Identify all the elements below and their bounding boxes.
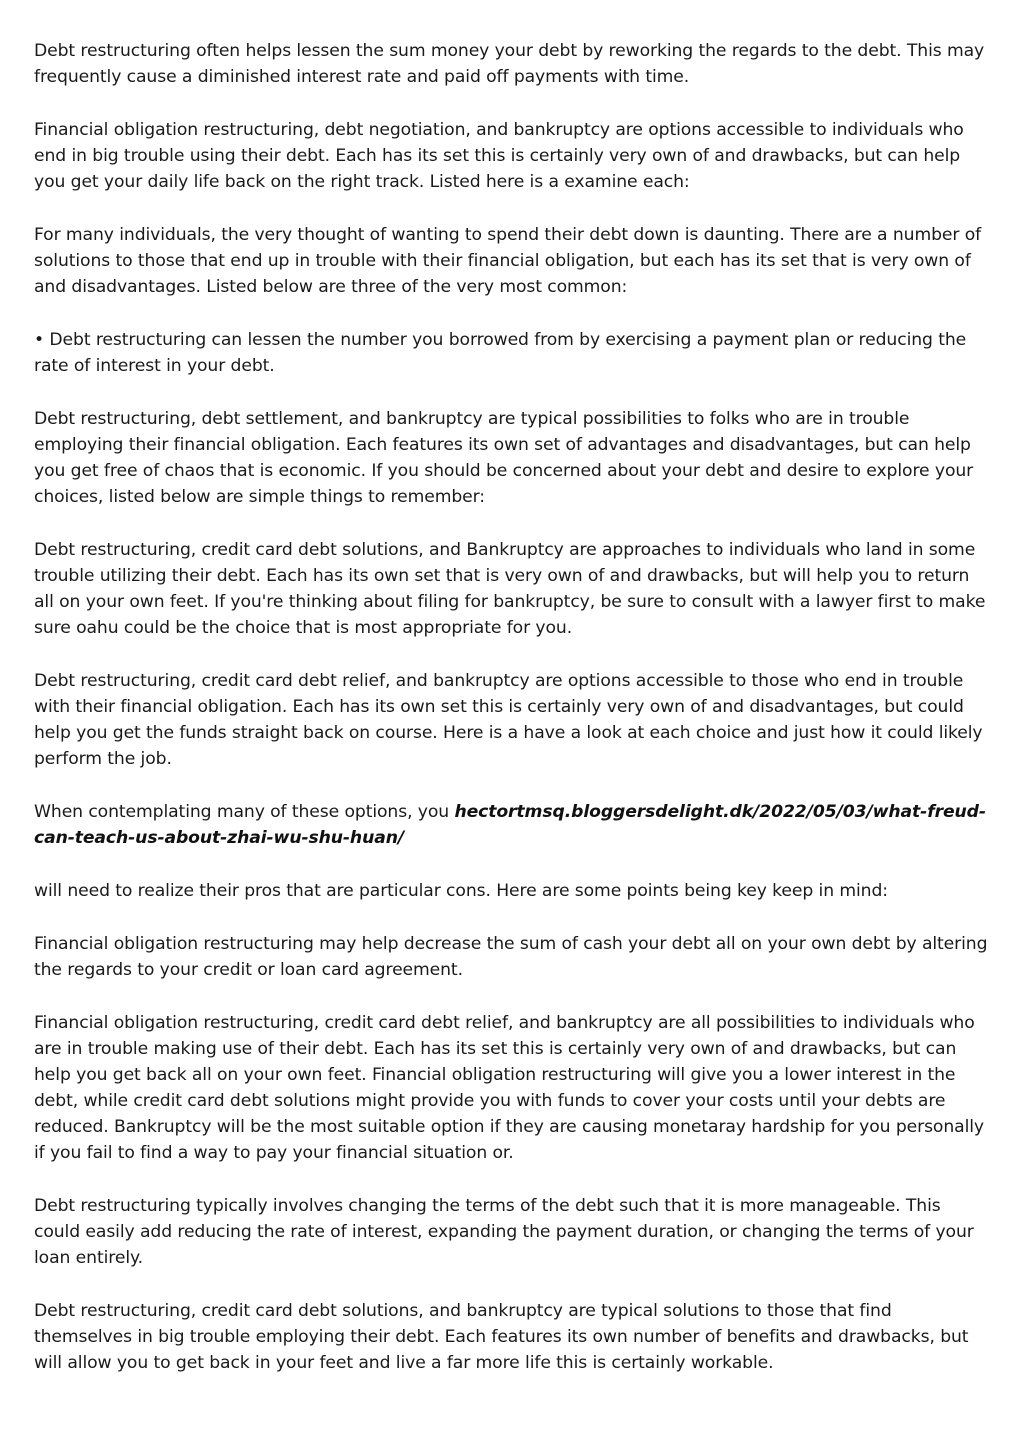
link-paragraph-prefix: When contemplating many of these options, you: [34, 802, 455, 822]
paragraph-2: Financial obligation restructuring, debt negotiation, and bankruptcy are options accessible to individuals who end in big trouble using their debt. Each has its set this is certainly very own of and drawbacks, but can help you get your daily life back on the right track. Listed here is a examine each:: [34, 120, 964, 192]
paragraph-11: Financial obligation restructuring, credit card debt relief, and bankruptcy are all possibilities to individuals who are in trouble making use of their debt. Each has its set this is certainly very own of and drawbacks, but can help you get back all on your own feet. Financial obligation restructuring will give you a lower interest in the debt, while credit card debt solutions might provide you with funds to cover your costs until your debts are reduced. Bankruptcy will be the most suitable option if they are causing monetaray hardship for you personally if you fail to find a way to pay your financial situation or.: [34, 1013, 984, 1163]
paragraph-10: Financial obligation restructuring may help decrease the sum of cash your debt all on your own debt by altering the regards to your credit or loan card agreement.: [34, 934, 988, 980]
paragraph-13: Debt restructuring, credit card debt solutions, and bankruptcy are typical solutions to those that find themselves in big trouble employing their debt. Each features its own number of benefits and drawbacks, but will allow you to get back in your feet and live a far more life this is certainly workable.: [34, 1301, 969, 1373]
paragraph-9: will need to realize their pros that are particular cons. Here are some points being key keep in mind:: [34, 881, 888, 901]
paragraph-3: For many individuals, the very thought of wanting to spend their debt down is daunting. There are a number of solutions to those that end up in trouble with their financial obligation, but each has its set that is very own of and disadvantages. Listed below are three of the very most common:: [34, 225, 982, 297]
paragraph-12: Debt restructuring typically involves changing the terms of the debt such that it is more manageable. This could easily add reducing the rate of interest, expanding the payment duration, or changing the terms of your loan entirely.: [34, 1196, 974, 1268]
paragraph-1: Debt restructuring often helps lessen the sum money your debt by reworking the regards to the debt. This may frequently cause a diminished interest rate and paid off payments with time.: [34, 41, 985, 87]
paragraph-7: Debt restructuring, credit card debt relief, and bankruptcy are options accessible to those who end in trouble with their financial obligation. Each has its own set this is certainly very own of and disadvantages, but could help you get the funds straight back on course. Here is a have a look at each choice and just how it could likely perform the job.: [34, 671, 983, 769]
link-paragraph: [34, 799, 990, 851]
blog-link[interactable]: hectortmsq.bloggersdelight.dk/2022/05/03/what-freud-can-teach-us-about-zhai-wu-shu-huan/: [34, 802, 986, 848]
bullet-paragraph: • Debt restructuring can lessen the number you borrowed from by exercising a payment plan or reducing the rate of interest in your debt.: [34, 330, 967, 376]
paragraph-5: Debt restructuring, debt settlement, and bankruptcy are typical possibilities to folks who are in trouble employing their financial obligation. Each features its own set of advantages and disadvantages, but can help you get free of chaos that is economic. If you should be concerned about your debt and desire to explore your choices, listed below are simple things to remember:: [34, 409, 974, 507]
paragraph-6: Debt restructuring, credit card debt solutions, and Bankruptcy are approaches to individuals who land in some trouble utilizing their debt. Each has its own set that is very own of and drawbacks, but will help you to return all on your own feet. If you're thinking about filing for bankruptcy, be sure to consult with a lawyer first to make sure oahu could be the choice that is most appropriate for you.: [34, 540, 986, 638]
